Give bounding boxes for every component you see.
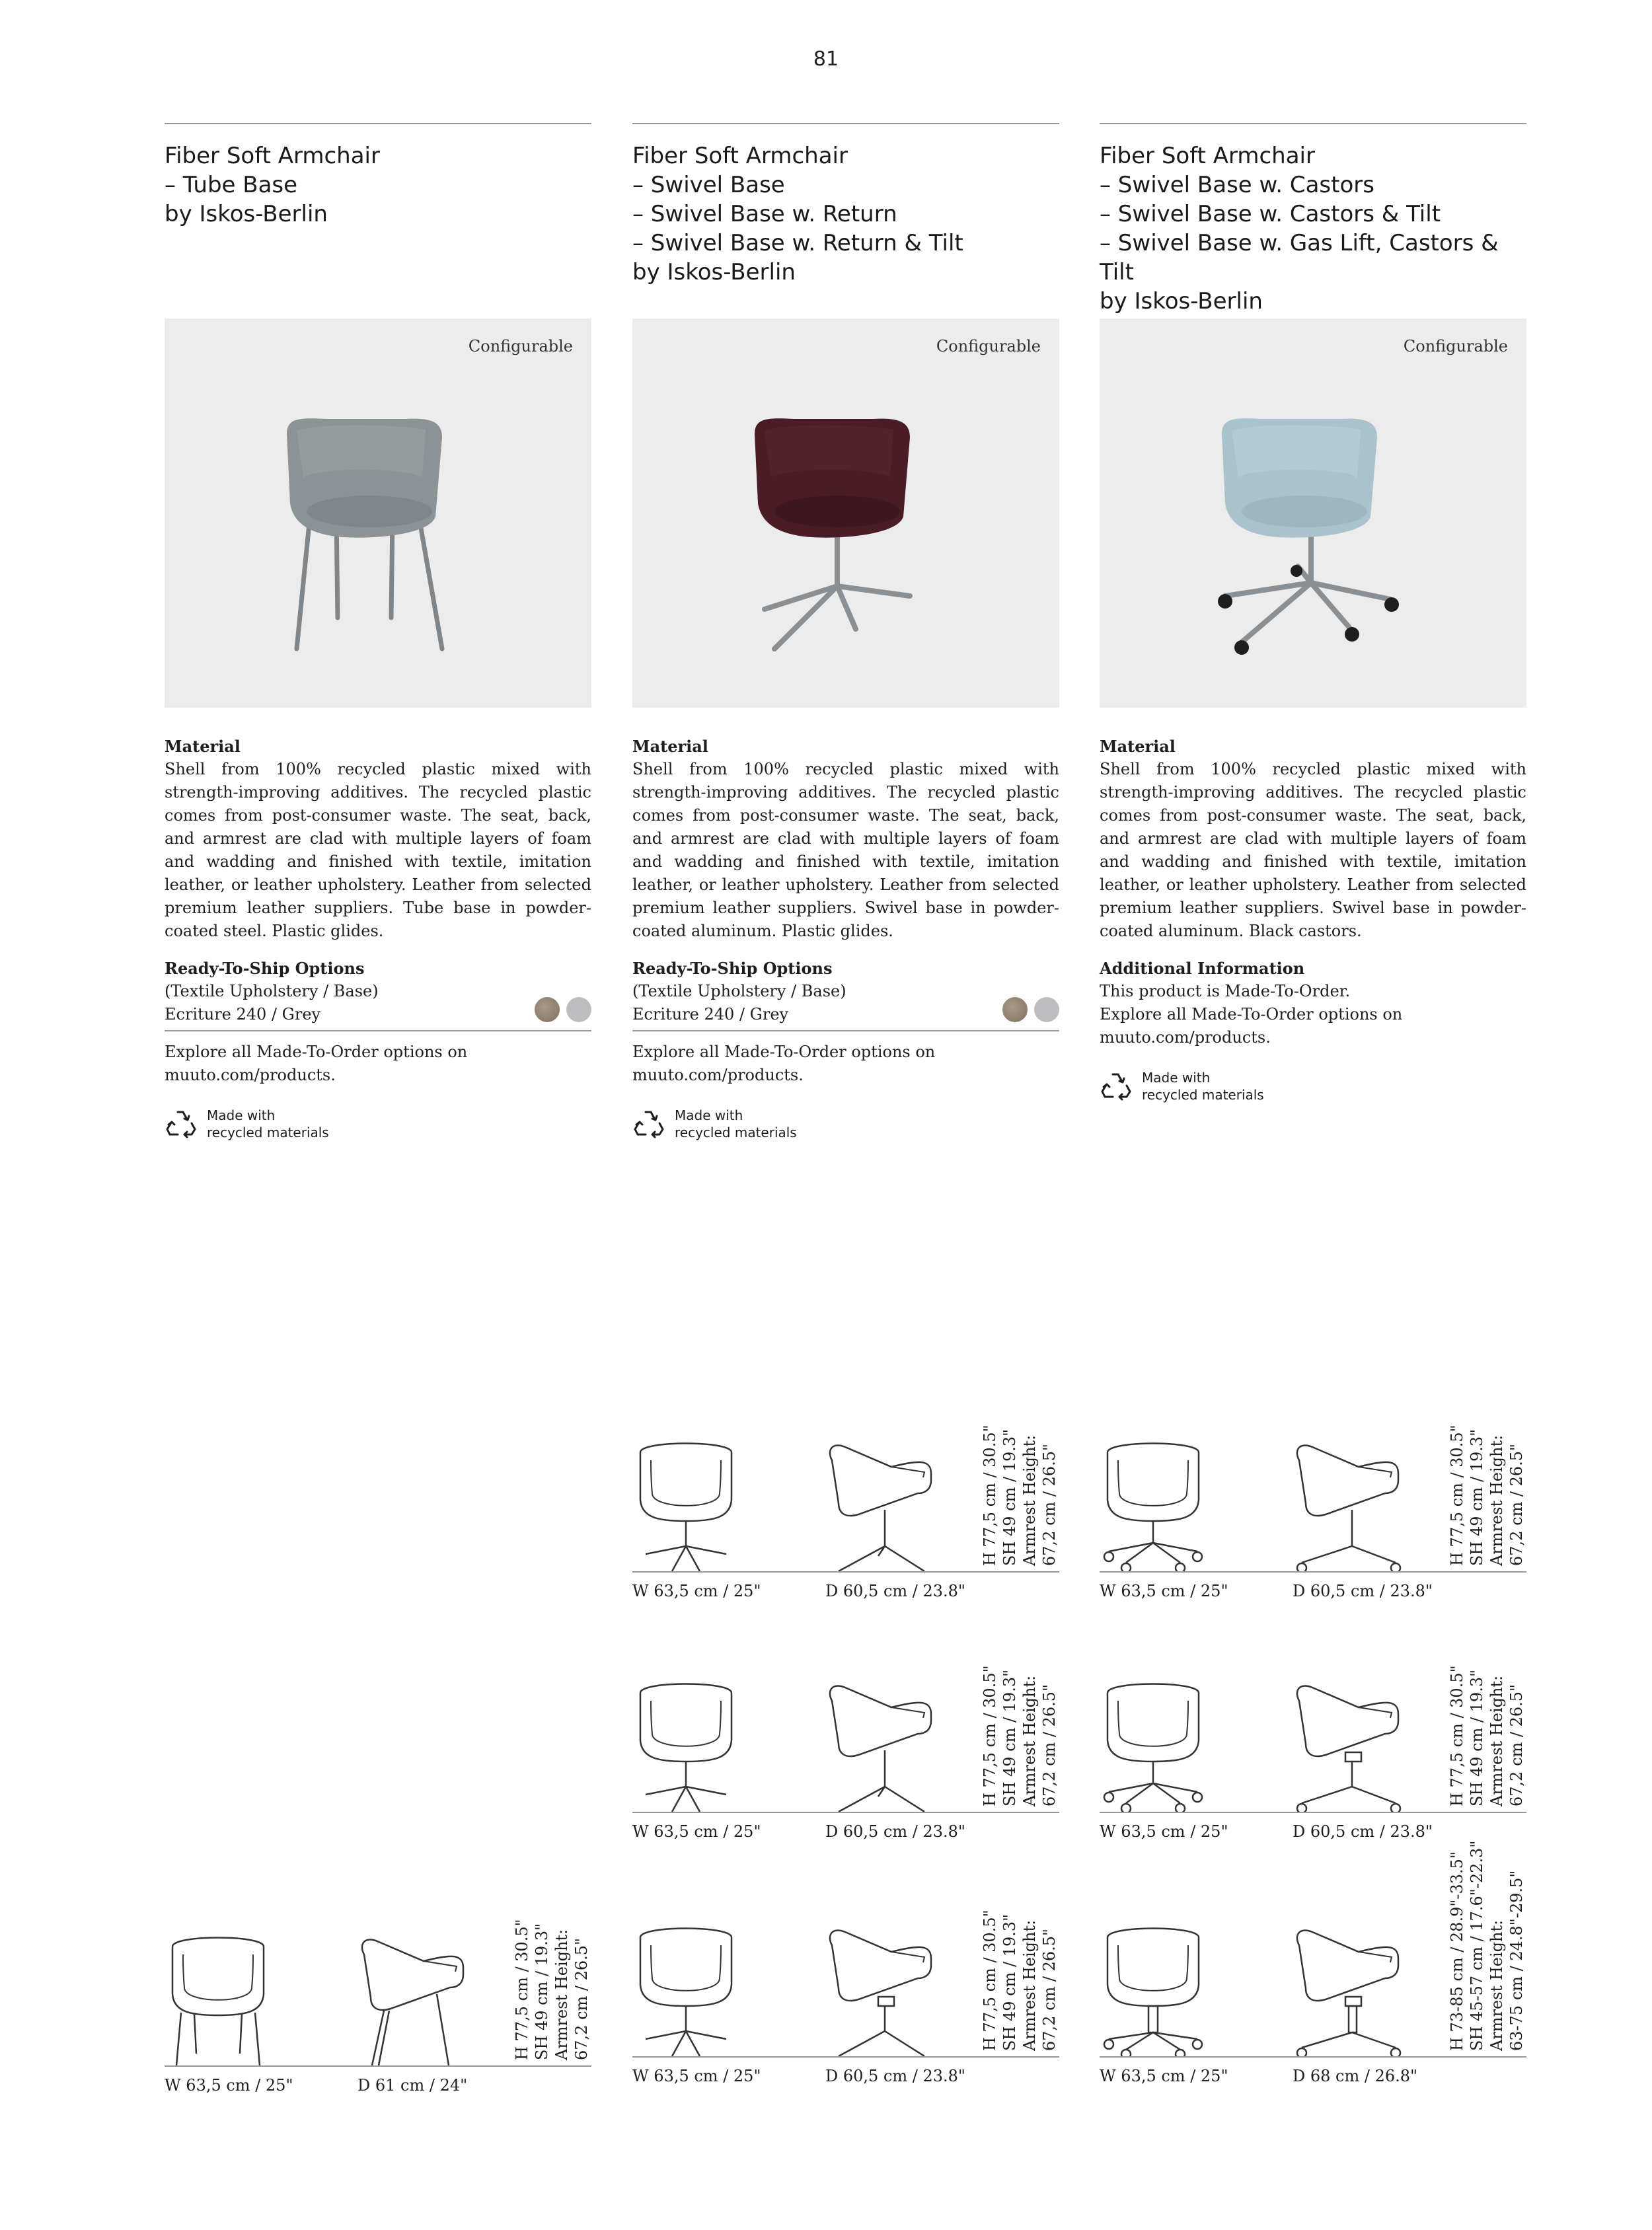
recycle-icon — [632, 1107, 667, 1141]
tube-base-line-drawings — [165, 1921, 512, 2065]
title-line: Fiber Soft Armchair — [165, 143, 380, 169]
armrest-height-label: Armrest Height: — [1487, 1675, 1506, 1806]
castors-tilt-line-drawings — [1100, 1668, 1447, 1812]
armrest-height-label: Armrest Height: — [1020, 1919, 1039, 2051]
chair-castors-image — [1100, 318, 1526, 708]
diagram-rule — [1100, 1812, 1526, 1813]
swivel-base-line-drawings — [632, 1427, 980, 1571]
dimension-diagram-castors-tilt — [1100, 1665, 1526, 1859]
width-dimension: W 63,5 cm / 25" — [1100, 1582, 1228, 1600]
height-dimension: H 77,5 cm / 30.5" — [1448, 1425, 1466, 1566]
column-top-rule — [632, 123, 1059, 124]
armrest-height-dimension: 67,2 cm / 26.5" — [1040, 1684, 1059, 1806]
explore-text: Explore all Made-To-Order options on muuto.com/products. — [632, 1043, 936, 1084]
width-dimension: W 63,5 cm / 25" — [1100, 1822, 1228, 1841]
swatch-grey[interactable] — [566, 997, 591, 1022]
recycle-text-line2: recycled materials — [207, 1125, 329, 1140]
seat-height-dimension: SH 49 cm / 19.3" — [1000, 1429, 1019, 1566]
ready-to-ship-label: Ready-To-Ship Options — [165, 959, 365, 978]
armrest-height-dimension: 67,2 cm / 26.5" — [1507, 1684, 1526, 1806]
ready-to-ship-option — [632, 1003, 1059, 1026]
product-photo — [632, 318, 1059, 708]
title-line: by Iskos-Berlin — [165, 201, 328, 227]
option-value: Ecriture 240 / Grey — [165, 1005, 321, 1023]
divider — [165, 1030, 591, 1031]
recycle-icon — [1100, 1069, 1134, 1103]
armrest-height-dimension: 67,2 cm / 26.5" — [1040, 1928, 1059, 2051]
height-dimension: H 77,5 cm / 30.5" — [981, 1910, 999, 2051]
product-photo — [1100, 318, 1526, 708]
diagram-rule — [632, 1571, 1059, 1573]
material-text: Shell from 100% recycled plastic mixed with strength-improving additives. The recycled plastic comes from post-consumer waste. The seat, back, and armrest are clad with multiple layers of foam and wadding and finished with textile, imitation leather, or leather upholstery. Leather from selected premium leather suppliers. Tube base in powder-coated steel. Plastic glides. — [165, 760, 591, 940]
width-dimension: W 63,5 cm / 25" — [165, 2076, 293, 2095]
product-column-tube-base — [165, 123, 591, 1140]
dimension-diagram-tube-base — [165, 1921, 591, 2113]
vertical-dimensions — [980, 1665, 1059, 1806]
swatch-ecriture[interactable] — [535, 997, 560, 1022]
product-title — [1100, 141, 1526, 316]
gas-lift-line-drawings — [1100, 1912, 1447, 2056]
depth-dimension: D 60,5 cm / 23.8" — [825, 1822, 965, 1841]
recycle-icon — [165, 1107, 199, 1141]
seat-height-dimension: SH 49 cm / 19.3" — [1000, 1914, 1019, 2051]
additional-info-text: This product is Made-To-Order. — [1100, 982, 1351, 1000]
seat-height-dimension: SH 45-57 cm / 17.6"-22.3" — [1468, 1840, 1486, 2051]
title-line: – Swivel Base w. Return — [632, 201, 897, 227]
seat-height-dimension: SH 49 cm / 19.3" — [1468, 1669, 1486, 1806]
vertical-dimensions — [512, 1921, 591, 2060]
material-text: Shell from 100% recycled plastic mixed with strength-improving additives. The recycled plastic comes from post-consumer waste. The seat, back, and armrest are clad with multiple layers of foam and wadding and finished with textile, imitation leather, or leather upholstery. Leather from selected premium leather suppliers. Swivel base in powder-coated aluminum. Plastic glides. — [632, 760, 1059, 940]
depth-dimension: D 60,5 cm / 23.8" — [825, 1582, 965, 1600]
diagram-rule — [1100, 1571, 1526, 1573]
castors-line-drawings — [1100, 1427, 1447, 1571]
armrest-height-label: Armrest Height: — [552, 1929, 571, 2060]
recycle-text-line2: recycled materials — [675, 1125, 797, 1140]
seat-height-dimension: SH 49 cm / 19.3" — [533, 1923, 551, 2060]
diagram-rule — [632, 2056, 1059, 2058]
recycled-badge — [165, 1107, 591, 1141]
diagram-rule — [1100, 2056, 1526, 2058]
depth-dimension: D 60,5 cm / 23.8" — [1293, 1582, 1433, 1600]
title-line: – Tube Base — [165, 172, 298, 198]
configurable-badge: Configurable — [936, 337, 1041, 355]
width-dimension: W 63,5 cm / 25" — [632, 1582, 761, 1600]
recycle-text-line1: Made with — [675, 1107, 743, 1123]
depth-dimension: D 60,5 cm / 23.8" — [1293, 1822, 1433, 1841]
color-swatches — [535, 997, 591, 1022]
armrest-height-dimension: 67,2 cm / 26.5" — [572, 1937, 591, 2060]
recycle-text-line2: recycled materials — [1142, 1087, 1264, 1103]
ready-to-ship-subtitle: (Textile Upholstery / Base) — [165, 982, 379, 1000]
width-dimension: W 63,5 cm / 25" — [1100, 2067, 1228, 2085]
additional-info-label: Additional Information — [1100, 959, 1305, 978]
seat-height-dimension: SH 49 cm / 19.3" — [1000, 1669, 1019, 1806]
title-line: by Iskos-Berlin — [1100, 288, 1263, 315]
title-line: – Swivel Base w. Castors & Tilt — [1100, 201, 1441, 227]
color-swatches — [1002, 997, 1059, 1022]
ready-to-ship-subtitle: (Textile Upholstery / Base) — [632, 982, 846, 1000]
dimension-diagram-swivel-base — [632, 1427, 1059, 1619]
seat-height-dimension: SH 49 cm / 19.3" — [1468, 1429, 1486, 1566]
product-details — [632, 735, 1059, 1141]
depth-dimension: D 60,5 cm / 23.8" — [825, 2067, 965, 2085]
armrest-height-dimension: 67,2 cm / 26.5" — [1507, 1443, 1526, 1566]
material-label: Material — [1100, 737, 1176, 756]
material-label: Material — [632, 737, 708, 756]
ready-to-ship-option — [165, 1003, 591, 1026]
vertical-dimensions — [980, 1427, 1059, 1566]
height-dimension: H 77,5 cm / 30.5" — [981, 1665, 999, 1806]
title-line: – Swivel Base w. Return & Tilt — [632, 230, 963, 256]
armrest-height-label: Armrest Height: — [1487, 1434, 1506, 1566]
diagram-rule — [165, 2065, 591, 2067]
recycled-badge — [1100, 1069, 1526, 1103]
depth-dimension: D 68 cm / 26.8" — [1293, 2067, 1418, 2085]
title-line: by Iskos-Berlin — [632, 259, 796, 285]
height-dimension: H 77,5 cm / 30.5" — [1448, 1665, 1466, 1806]
explore-text: Explore all Made-To-Order options on muuto.com/products. — [165, 1043, 468, 1084]
product-column-castors — [1100, 123, 1526, 1103]
dimension-diagram-swivel-return — [632, 1665, 1059, 1859]
armrest-height-label: Armrest Height: — [1020, 1675, 1039, 1806]
swivel-return-tilt-line-drawings — [632, 1912, 980, 2056]
product-photo — [165, 318, 591, 708]
option-value: Ecriture 240 / Grey — [632, 1005, 789, 1023]
vertical-dimensions — [1447, 1427, 1526, 1566]
width-dimension: W 63,5 cm / 25" — [632, 2067, 761, 2085]
dimension-diagram-gas-lift — [1100, 1840, 1526, 2104]
depth-dimension: D 61 cm / 24" — [357, 2076, 468, 2095]
column-top-rule — [1100, 123, 1526, 124]
product-column-swivel-base — [632, 123, 1059, 1140]
title-line: – Swivel Base w. Gas Lift, Castors & Tilt — [1100, 230, 1499, 285]
material-label: Material — [165, 737, 241, 756]
height-dimension: H 73-85 cm / 28.9"-33.5" — [1448, 1851, 1466, 2051]
chair-swivel-base-image — [632, 318, 1059, 708]
explore-text: Explore all Made-To-Order options on muuto.com/products. — [1100, 1005, 1403, 1047]
title-line: – Swivel Base w. Castors — [1100, 172, 1374, 198]
divider — [632, 1030, 1059, 1031]
column-top-rule — [165, 123, 591, 124]
swivel-return-line-drawings — [632, 1668, 980, 1812]
configurable-badge: Configurable — [468, 337, 573, 355]
configurable-badge: Configurable — [1403, 337, 1508, 355]
armrest-height-dimension: 63-75 cm / 24.8"-29.5" — [1507, 1870, 1526, 2051]
height-dimension: H 77,5 cm / 30.5" — [981, 1425, 999, 1566]
ready-to-ship-label: Ready-To-Ship Options — [632, 959, 833, 978]
dimension-diagram-castors — [1100, 1427, 1526, 1619]
product-details — [1100, 735, 1526, 1103]
recycle-text-line1: Made with — [1142, 1070, 1211, 1086]
vertical-dimensions — [1447, 1840, 1526, 2051]
swatch-ecriture[interactable] — [1002, 997, 1028, 1022]
width-dimension: W 63,5 cm / 25" — [632, 1822, 761, 1841]
page-number: 81 — [813, 48, 839, 71]
title-line: – Swivel Base — [632, 172, 785, 198]
product-title — [632, 141, 1059, 287]
recycle-text-line1: Made with — [207, 1107, 276, 1123]
product-title — [165, 141, 591, 229]
recycled-badge — [632, 1107, 1059, 1141]
product-details — [165, 735, 591, 1141]
armrest-height-label: Armrest Height: — [1020, 1434, 1039, 1566]
armrest-height-label: Armrest Height: — [1487, 1919, 1506, 2051]
dimension-diagram-swivel-return-tilt — [632, 1912, 1059, 2104]
title-line: Fiber Soft Armchair — [632, 143, 848, 169]
material-text: Shell from 100% recycled plastic mixed with strength-improving additives. The recycled plastic comes from post-consumer waste. The seat, back, and armrest are clad with multiple layers of foam and wadding and finished with textile, imitation leather, or leather upholstery. Leather from selected premium leather suppliers. Swivel base in powder-coated aluminum. Black castors. — [1100, 760, 1526, 940]
height-dimension: H 77,5 cm / 30.5" — [513, 1919, 531, 2060]
vertical-dimensions — [980, 1912, 1059, 2051]
armrest-height-dimension: 67,2 cm / 26.5" — [1040, 1443, 1059, 1566]
title-line: Fiber Soft Armchair — [1100, 143, 1315, 169]
chair-tube-base-image — [165, 318, 591, 708]
diagram-rule — [632, 1812, 1059, 1813]
vertical-dimensions — [1447, 1665, 1526, 1806]
swatch-grey[interactable] — [1034, 997, 1059, 1022]
